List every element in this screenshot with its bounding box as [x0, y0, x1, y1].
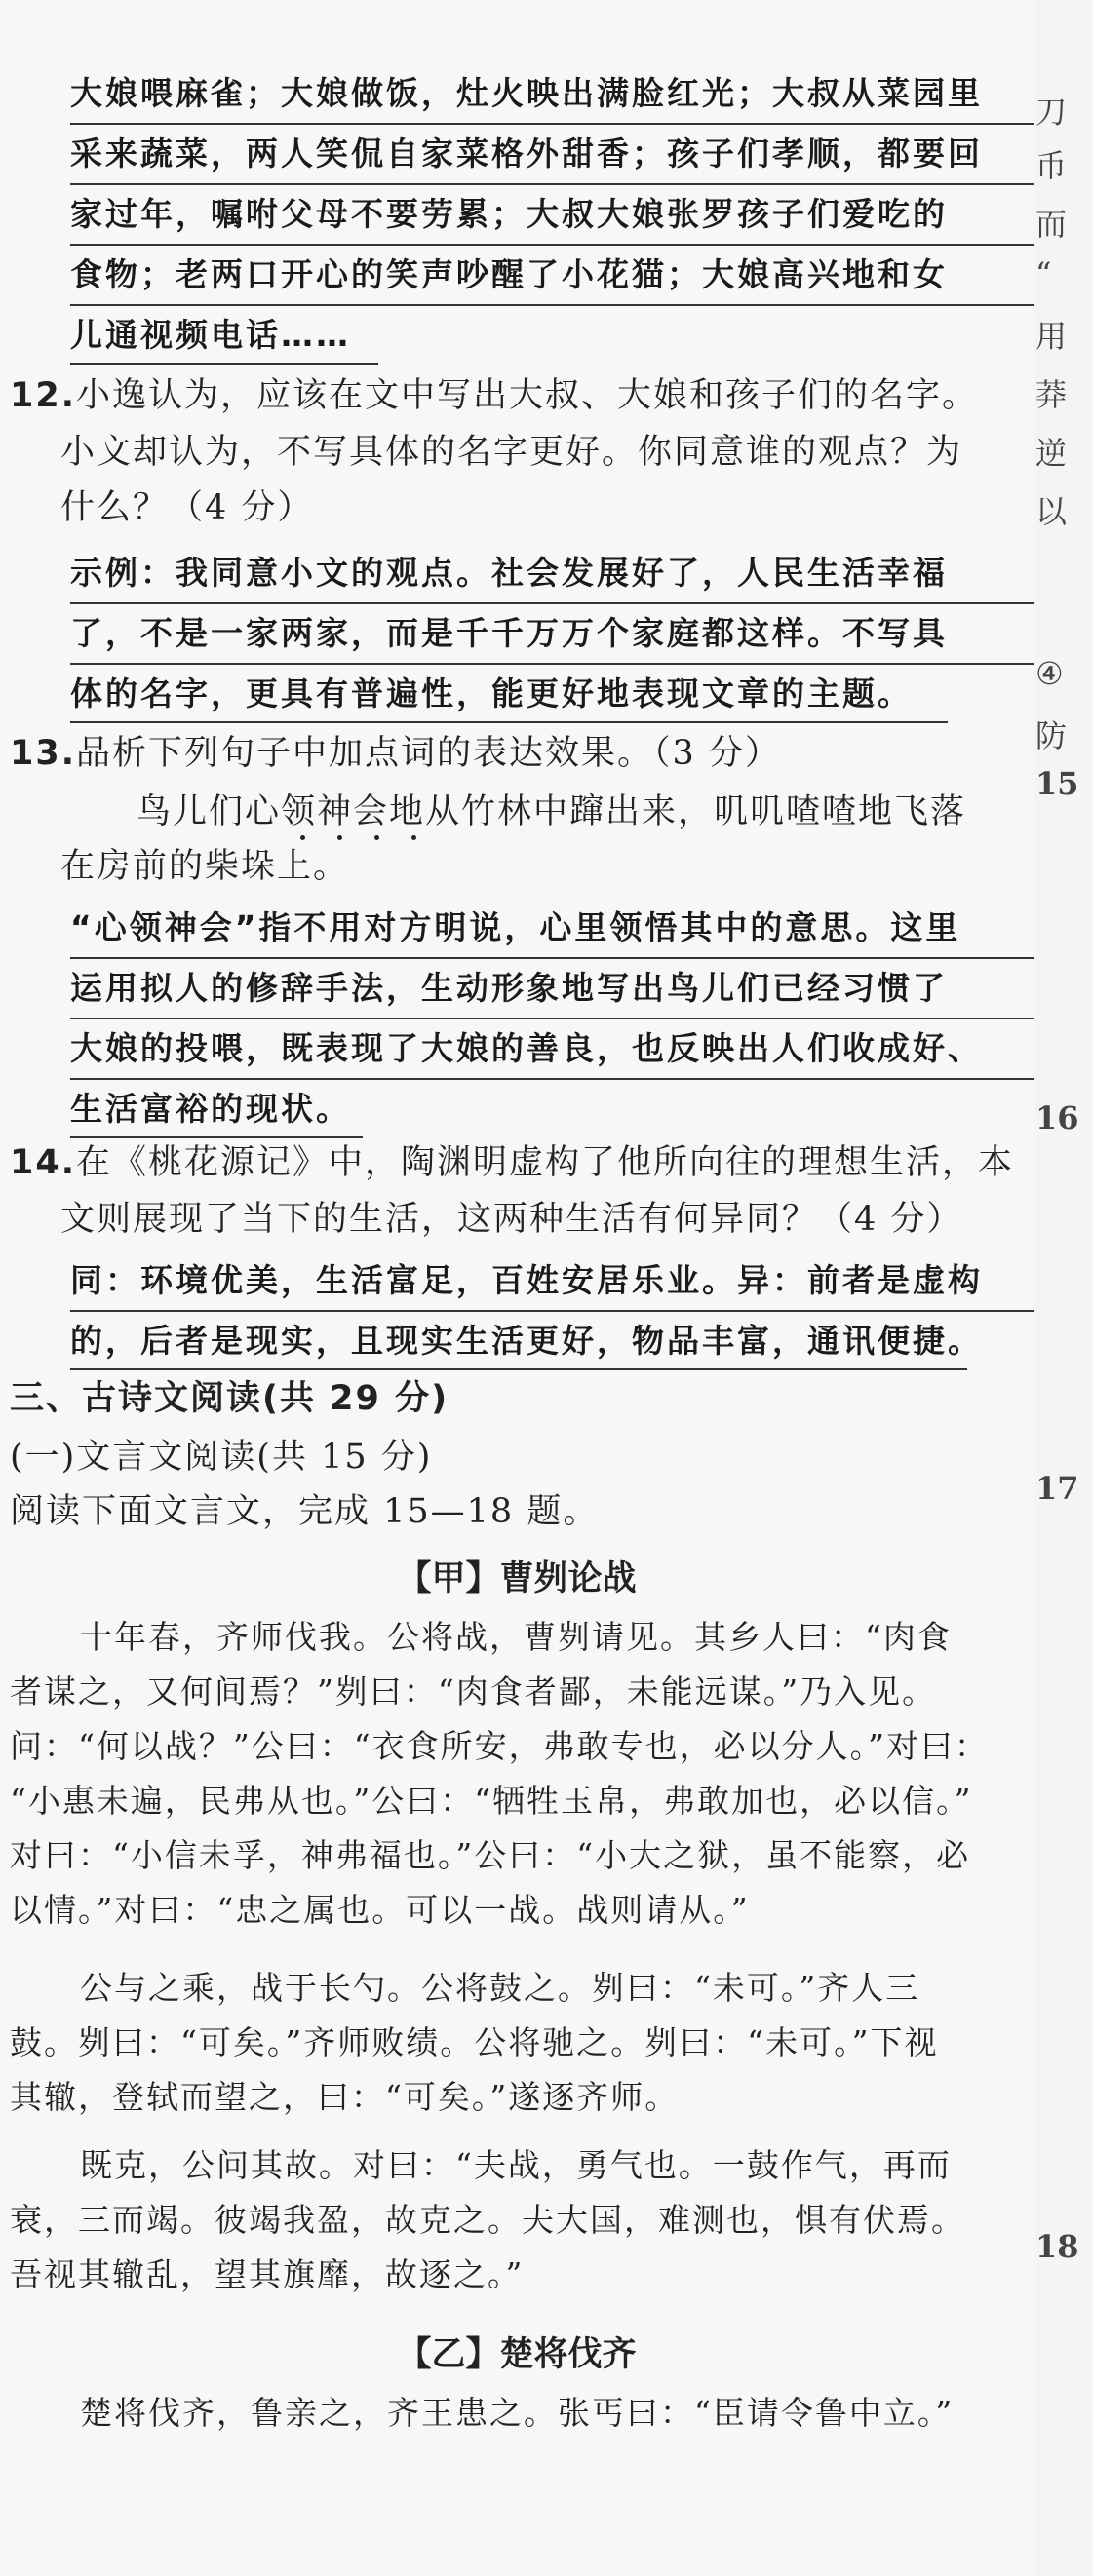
margin-glyph: 而: [1035, 206, 1068, 243]
passage-line: 衰，三而竭。彼竭我盈，故克之。夫大国，难测也，惧有伏焉。: [10, 2201, 965, 2239]
quote-line: 在房前的柴垛上。: [60, 847, 350, 886]
margin-glyph: 币: [1035, 147, 1068, 184]
instruction-text: 阅读下面文言文，完成 15—18 题。: [10, 1492, 600, 1531]
question-number: 14.: [10, 1143, 77, 1182]
margin-glyph: 以: [1035, 493, 1068, 530]
question-text: 小逸认为，应该在文中写出大叔、大娘和孩子们的名字。: [76, 376, 979, 415]
margin-glyph: 17: [1035, 1470, 1079, 1507]
question-number: 13.: [10, 734, 77, 773]
emphasis-dot: [337, 835, 342, 840]
emphasis-dot: [374, 835, 379, 840]
margin-glyph: ④: [1035, 655, 1064, 692]
answer-line: 家过年，嘱咐父母不要劳累；大叔大娘张罗孩子们爱吃的: [70, 195, 948, 233]
margin-glyph: 防: [1035, 717, 1068, 754]
quote-line: 鸟儿们心领神会地从竹林中蹿出来，叽叽喳喳地飞落: [137, 792, 967, 831]
answer-line: 儿通视频电话……: [70, 316, 351, 354]
emphasis-dot: [300, 835, 305, 840]
passage-line: 其辙，登轼而望之，曰：“可矣。”遂逐齐师。: [10, 2078, 680, 2116]
answer-line: 生活富裕的现状。: [70, 1090, 351, 1128]
passage-line: 公与之乘，战于长勺。公将鼓之。刿曰：“未可。”齐人三: [80, 1969, 920, 2007]
underline: [70, 1368, 967, 1370]
answer-line: 了，不是一家两家，而是千千万万个家庭都这样。不写具: [70, 614, 948, 652]
passage-line: 既克，公问其故。对曰：“夫战，勇气也。一鼓作气，再而: [80, 2146, 952, 2184]
underline: [70, 1136, 363, 1138]
answer-line: “心领神会”指不用对方明说，心里领悟其中的意思。这里: [70, 908, 961, 946]
subsection-heading: (一)文言文阅读(共 15 分): [10, 1438, 433, 1477]
answer-line: 体的名字，更具有普遍性，能更好地表现文章的主题。: [70, 674, 913, 712]
underline: [70, 183, 1034, 185]
passage-line: 者谋之，又何间焉？”刿曰：“肉食者鄙，未能远谋。”乃入见。: [10, 1672, 937, 1711]
passage-line: 吾视其辙乱，望其旗靡，故逐之。”: [10, 2255, 525, 2293]
question-14: [10, 1142, 1014, 1183]
passage-line: 以情。”对曰：“忠之属也。可以一战。战则请从。”: [10, 1891, 750, 1929]
margin-glyph: 16: [1035, 1099, 1079, 1136]
question-text: 在《桃花源记》中，陶渊明虚构了他所向往的理想生活，本: [76, 1143, 1015, 1182]
underline: [70, 957, 1034, 959]
passage-line: 楚将伐齐，鲁亲之，齐王患之。张丐曰：“臣请令鲁中立。”: [80, 2394, 955, 2432]
margin-glyph: 用: [1035, 318, 1068, 355]
question-13: [10, 733, 781, 774]
emphasis-dot: [411, 835, 416, 840]
answer-line: 大娘喂麻雀；大娘做饭，灶火映出满脸红光；大叔从菜园里: [70, 74, 983, 112]
question-text: 小文却认为，不写具体的名字更好。你同意谁的观点？为: [60, 433, 963, 472]
answer-line: 采来蔬菜，两人笑侃自家菜格外甜香；孩子们孝顺，都要回: [70, 135, 983, 173]
underline: [70, 363, 378, 365]
passage-line: 问：“何以战？”公曰：“衣食所安，弗敢专也，必以分人。”对曰：: [10, 1727, 989, 1765]
question-number: 12.: [10, 376, 77, 415]
answer-line: 大娘的投喂，既表现了大娘的善良，也反映出人们收成好、: [70, 1029, 983, 1067]
underline: [70, 721, 948, 723]
question-text: 品析下列句子中加点词的表达效果。（3 分）: [76, 734, 781, 773]
question-text: 什么？（4 分）: [60, 488, 314, 527]
section-heading: 三、古诗文阅读(共 29 分): [10, 1379, 449, 1418]
margin-glyph: 莽: [1035, 376, 1068, 413]
underline: [70, 304, 1034, 306]
question-12: [10, 375, 978, 416]
answer-line: 示例：我同意小文的观点。社会发展好了，人民生活幸福: [70, 554, 948, 592]
passage-title: 【乙】楚将伐齐: [397, 2335, 637, 2374]
underline: [70, 663, 1034, 665]
passage-title: 【甲】曹刿论战: [397, 1559, 637, 1598]
margin-glyph: 逆: [1035, 435, 1068, 472]
underline: [70, 1078, 1034, 1080]
answer-line: 食物；老两口开心的笑声吵醒了小花猫；大娘高兴地和女: [70, 255, 948, 293]
underline: [70, 602, 1034, 604]
margin-glyph: 18: [1035, 2228, 1079, 2265]
underline: [70, 244, 1034, 246]
passage-line: “小惠未遍，民弗从也。”公曰：“牺牲玉帛，弗敢加也，必以信。”: [10, 1782, 973, 1820]
passage-line: 对曰：“小信未孚，神弗福也。”公曰：“小大之狱，虽不能察，必: [10, 1836, 971, 1874]
passage-line: 鼓。刿曰：“可矣。”齐师败绩。公将驰之。刿曰：“未可。”下视: [10, 2023, 939, 2061]
margin-glyph: “: [1035, 255, 1052, 292]
underline: [70, 1310, 1034, 1312]
answer-line: 的，后者是现实，且现实生活更好，物品丰富，通讯便捷。: [70, 1322, 983, 1360]
margin-glyph: 15: [1035, 765, 1079, 802]
underline: [70, 1018, 1034, 1019]
underline: [70, 123, 1034, 125]
margin-glyph: 刀: [1035, 94, 1068, 131]
passage-line: 十年春，齐师伐我。公将战，曹刿请见。其乡人曰：“肉食: [80, 1618, 952, 1656]
question-text: 文则展现了当下的生活，这两种生活有何异同？（4 分）: [60, 1200, 963, 1239]
answer-line: 同：环境优美，生活富足，百姓安居乐业。异：前者是虚构: [70, 1261, 983, 1299]
answer-line: 运用拟人的修辞手法，生动形象地写出鸟儿们已经习惯了: [70, 969, 948, 1007]
